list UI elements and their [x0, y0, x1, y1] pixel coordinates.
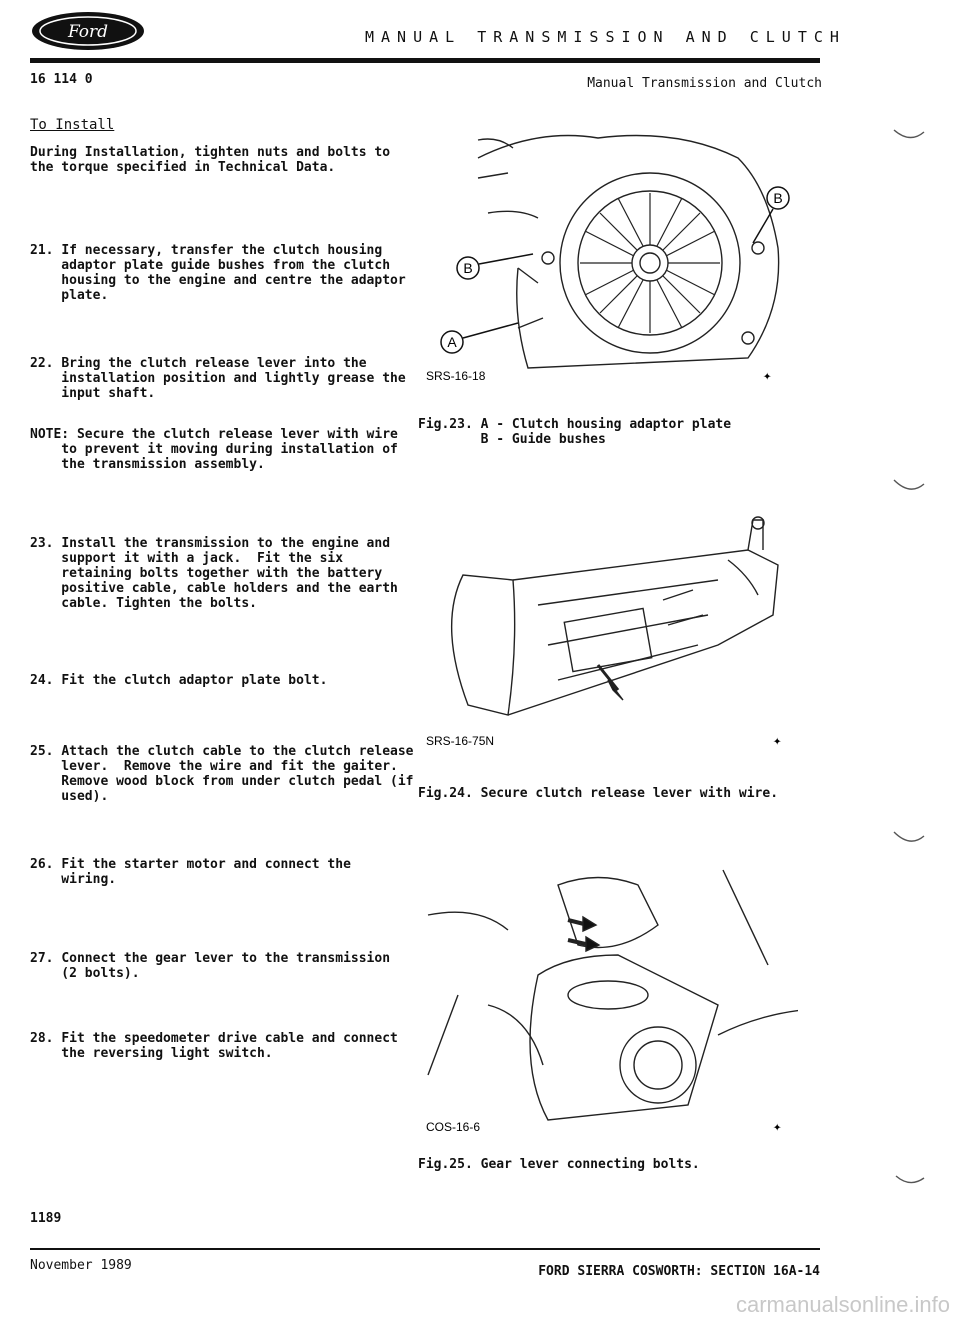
figure-23-clutch-housing — [418, 118, 798, 386]
figure-25-caption: Fig.25. Gear lever connecting bolts. — [418, 1157, 700, 1172]
step-26: 26. Fit the starter motor and connect the wiring. — [30, 857, 351, 887]
ford-logo-text: Ford — [67, 22, 109, 42]
figure-24-caption: Fig.24. Secure clutch release lever with wire. — [418, 786, 779, 801]
note: NOTE: Secure the clutch release lever with wire to prevent it moving during installation of the transmission assembly. — [30, 427, 398, 472]
figure-25-gear-lever — [418, 865, 798, 1145]
svg-text:B: B — [773, 190, 783, 206]
section-name: Manual Transmission and Clutch — [587, 76, 822, 91]
section-heading: To Install — [30, 117, 115, 133]
north-arrow-icon: ✦ — [773, 1119, 782, 1135]
north-arrow-icon: ✦ — [773, 733, 782, 749]
callout-a — [441, 323, 518, 353]
header-title: MANUAL TRANSMISSION AND CLUTCH — [365, 28, 846, 46]
north-arrow-icon: ✦ — [763, 368, 772, 384]
step-24: 24. Fit the clutch adaptor plate bolt. — [30, 673, 328, 688]
figure-25-code: COS-16-6 — [426, 1120, 481, 1134]
install-intro: During Installation, tighten nuts and bolts to the torque specified in Technical Data. — [30, 145, 391, 175]
svg-text:B: B — [463, 260, 473, 276]
figure-24-code: SRS-16-75N — [426, 734, 495, 748]
step-27: 27. Connect the gear lever to the transmission (2 bolts). — [30, 951, 391, 981]
step-23: 23. Install the transmission to the engine and support it with a jack. Fit the six retaining bolts together with the battery positive cable, cable holders and the earth cable. Tighten the bolts. — [30, 536, 398, 611]
ford-logo — [30, 10, 146, 52]
header-rule — [30, 58, 820, 63]
callout-b-left — [457, 254, 533, 279]
page-number: 1189 — [30, 1211, 62, 1226]
step-28: 28. Fit the speedometer drive cable and connect the reversing light switch. — [30, 1031, 398, 1061]
step-22: 22. Bring the clutch release lever into the installation position and lightly grease the input shaft. — [30, 356, 406, 401]
figure-23-caption: Fig.23. A - Clutch housing adaptor plate B - Guide bushes — [418, 417, 732, 447]
figure-23-code: SRS-16-18 — [426, 369, 486, 383]
page-code: 16 114 0 — [30, 72, 93, 87]
margin-marks — [890, 120, 930, 1220]
step-21: 21. If necessary, transfer the clutch housing adaptor plate guide bushes from the clutch housing to the engine and centre the adaptor plate. — [30, 243, 406, 303]
footer-rule — [30, 1248, 820, 1250]
footer-date: November 1989 — [30, 1258, 132, 1273]
footer-document: FORD SIERRA COSWORTH: SECTION 16A-14 — [538, 1264, 820, 1279]
step-25: 25. Attach the clutch cable to the clutch release lever. Remove the wire and fit the gaiter. Remove wood block from under clutch pedal (if used). — [30, 744, 414, 804]
watermark: carmanualsonline.info — [735, 1292, 950, 1317]
svg-text:A: A — [447, 334, 457, 350]
figure-24-transmission — [418, 505, 798, 755]
